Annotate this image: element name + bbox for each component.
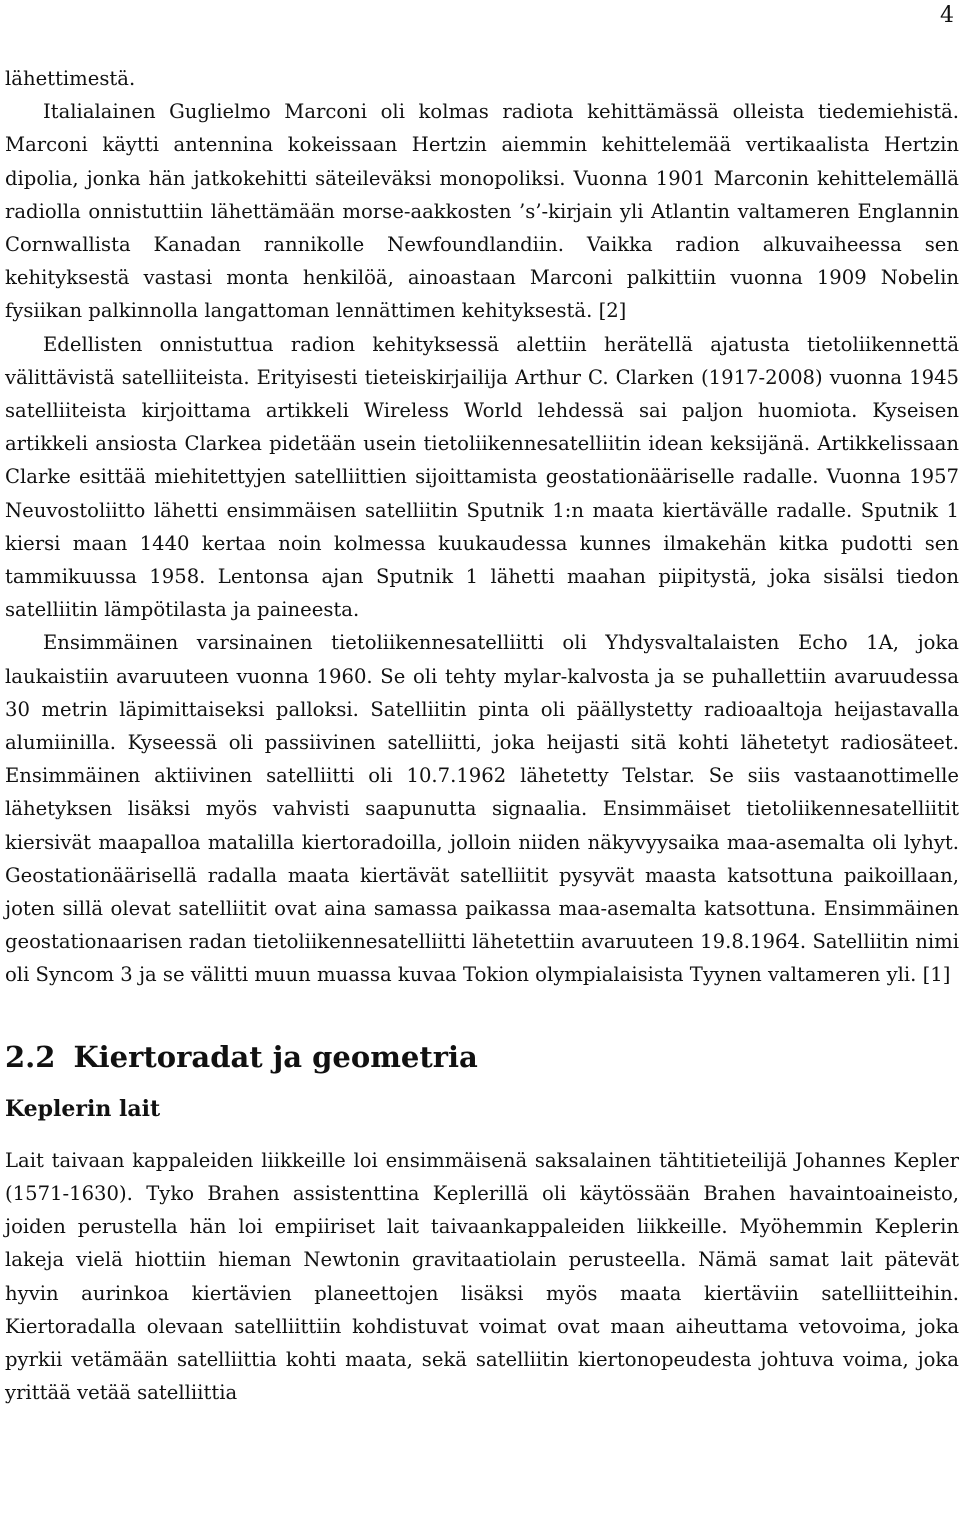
- section-number: 2.2: [5, 1039, 56, 1074]
- page-number: 4: [940, 3, 954, 28]
- paragraph-continuation: lähettimestä.: [5, 67, 136, 90]
- paragraph-first-satellites: Ensimmäinen varsinainen tietoliikennesatelliitti oli Yhdysvaltalaisten Echo 1A, joka laukaistiin avaruuteen vuonna 1960. Se oli tehty mylar-kalvosta ja se puhallettiin avaruudessa 30 metrin läpimittaiseksi palloksi. Satelliitin pinta oli päällystetty radioaaltoja heijastavalla alumiinilla. Kyseessä oli passiivinen satelliitti, joka heijasti sitä kohti lähetetyt radiosäteet. Ensimmäinen aktiivinen satelliitti oli 10.7.1962 lähetetty Telstar. Se siis vastaanottimelle lähetyksen lisäksi myös vahvisti saapunutta signaalia. Ensimmäiset tietoliikennesatelliitit kiersivät maapalloa matalilla kiertoradoilla, jolloin niiden näkyvyysaika maa-asemalta oli lyhyt. Geostationäärisellä radalla maata kiertävät satelliitit pysyvät maasta katsottuna paikoillaan, joten sillä olevat satelliitit ovat aina samassa paikassa maa-asemalta katsottuna. Ensimmäinen geostationaarisen radan tietoliikennesatelliitti lähetettiin avaruuteen 19.8.1964. Satelliitin nimi oli Syncom 3 ja se välitti muun muassa kuvaa Tokion olympialaisista Tyynen valtameren yli. [1]: [5, 631, 959, 987]
- paragraph-kepler: Lait taivaan kappaleiden liikkeille loi ensimmäisenä saksalainen tähtitieteilijä Johannes Kepler (1571-1630). Tyko Brahen assistenttina Keplerillä oli käytössään Brahen havaintoaineisto, joiden perustella hän loi empiiriset lait taivaankappaleiden liikkeille. Myöhemmin Keplerin lakeja vielä hiottiin hieman Newtonin gravitaatiolain perusteella. Nämä samat lait pätevät hyvin aurinkoa kiertävien planeettojen lisäksi myös maata kiertäviin satelliitteihin. Kiertoradalla olevaan satelliittiin kohdistuvat voimat ovat maan aiheuttama vetovoima, joka pyrkii vetämään satelliittia kohti maata, sekä satelliitin kiertonopeudesta johtuva voima, joka yrittää vetää satelliittia: [5, 1148, 959, 1405]
- paragraph-satellite-idea: Edellisten onnistuttua radion kehityksessä alettiin herätellä ajatusta tietoliikennettä välittävistä satelliiteista. Erityisesti tieteiskirjailija Arthur C. Clarken (1917-2008) vuonna 1945 satelliiteista kirjoittama artikkeli Wireless World lehdessä sai paljon huomiota. Kyseisen artikkeli ansiosta Clarkea pidetään usein tietoliikennesatelliitin idean keksijänä. Artikkelissaan Clarke esittää miehitettyjen satelliittien sijoittamista geostationääriselle radalle. Vuonna 1957 Neuvostoliitto lähetti ensimmäisen satelliitin Sputnik 1:n maata kiertävälle radalle. Sputnik 1 kiersi maan 1440 kertaa noin kolmessa kuukaudessa kunnes ilmakehän kitka pudotti sen tammikuussa 1958. Lentonsa ajan Sputnik 1 lähetti maahan piipitystä, joka sisälsi tiedon satelliitin lämpötilasta ja paineesta.: [5, 332, 959, 622]
- subsection-heading: Keplerin lait: [5, 1095, 161, 1122]
- document-body: [5, 62, 959, 1409]
- paragraph-marconi: Italialainen Guglielmo Marconi oli kolmas radiota kehittämässä olleista tiedemiehistä. Marconi käytti antennina kokeissaan Hertzin aiemmin kehittelemää vertikaalista Hertzin dipolia, jonka hän jatkokehitti säteileväksi monopoliksi. Vuonna 1901 Marconin kehittelemällä radiolla onnistuttiin lähettämään morse-aakkosten ’s’-kirjain yli Atlantin valtameren Englannin Cornwallista Kanadan rannikolle Newfoundlandiin. Vaikka radion alkuvaiheessa sen kehityksestä vastasi monta henkilöä, ainoastaan Marconi palkittiin vuonna 1909 Nobelin fysiikan palkinnolla langattoman lennättimen kehityksestä. [2]: [5, 100, 959, 323]
- section-heading: [5, 1040, 959, 1074]
- section-title: Kiertoradat ja geometria: [73, 1039, 478, 1074]
